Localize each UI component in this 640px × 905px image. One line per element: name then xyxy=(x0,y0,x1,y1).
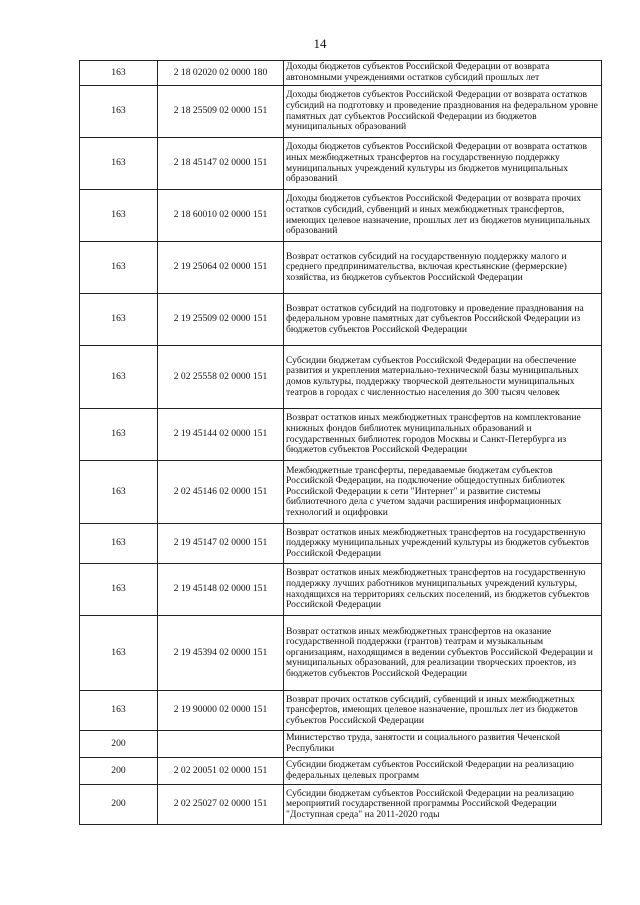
page-number: 14 xyxy=(313,36,327,51)
table-row xyxy=(80,138,602,190)
budget-code-cell: 2 19 45144 02 0000 151 xyxy=(158,409,284,461)
table-row xyxy=(80,461,602,524)
budget-code-cell: 2 18 02020 02 0000 180 xyxy=(158,61,284,86)
table-row xyxy=(80,61,602,86)
description-cell: Возврат остатков иных межбюджетных трансфертов на комплектование книжных фондов библиотек муниципальных образований и государственных библиотек городов Москвы и Санкт-Петербурга из бюджетов субъектов Российской Федерации xyxy=(284,409,602,461)
admin-code-cell: 163 xyxy=(80,409,158,461)
table-row xyxy=(80,691,602,731)
table-row xyxy=(80,785,602,825)
admin-code-cell: 200 xyxy=(80,731,158,758)
description-cell: Доходы бюджетов субъектов Российской Федерации от возврата остатков субсидий на подготовку и проведение празднования на федеральном уровне памятных дат субъектов Российской Федерации из бюджетов муниципальных образований xyxy=(284,86,602,138)
table-row xyxy=(80,86,602,138)
table-row xyxy=(80,758,602,785)
table-row xyxy=(80,564,602,616)
description-cell: Возврат остатков субсидий на подготовку и проведение празднования на федеральном уровне памятных дат субъектов Российской Федерации из бюджетов субъектов Российской Федерации xyxy=(284,294,602,346)
description-cell: Субсидии бюджетам субъектов Российской Федерации на реализацию федеральных целевых программ xyxy=(284,758,602,785)
revenue-codes-table xyxy=(79,60,602,825)
admin-code-cell: 163 xyxy=(80,86,158,138)
budget-code-cell: 2 02 20051 02 0000 151 xyxy=(158,758,284,785)
admin-code-cell: 163 xyxy=(80,138,158,190)
budget-code-cell: 2 19 45147 02 0000 151 xyxy=(158,524,284,564)
description-cell: Доходы бюджетов субъектов Российской Федерации от возврата автономными учреждениями остатков субсидий прошлых лет xyxy=(284,61,602,86)
description-cell: Возврат остатков иных межбюджетных трансфертов на государственную поддержку муниципальных учреждений культуры из бюджетов субъектов Российской Федерации xyxy=(284,524,602,564)
description-cell: Доходы бюджетов субъектов Российской Федерации от возврата прочих остатков субсидий, субвенций и иных межбюджетных трансфертов, имеющих целевое назначение, прошлых лет из бюджетов муниципальных образований xyxy=(284,190,602,242)
budget-code-cell: 2 19 25509 02 0000 151 xyxy=(158,294,284,346)
admin-code-cell: 163 xyxy=(80,61,158,86)
budget-code-cell: 2 19 45148 02 0000 151 xyxy=(158,564,284,616)
table-row xyxy=(80,616,602,691)
budget-code-cell: 2 02 45146 02 0000 151 xyxy=(158,461,284,524)
budget-code-cell: 2 02 25027 02 0000 151 xyxy=(158,785,284,825)
budget-code-cell: 2 19 90000 02 0000 151 xyxy=(158,691,284,731)
admin-code-cell: 163 xyxy=(80,190,158,242)
admin-code-cell: 163 xyxy=(80,616,158,691)
table-row xyxy=(80,190,602,242)
description-cell: Возврат прочих остатков субсидий, субвенций и иных межбюджетных трансфертов, имеющих целевое назначение, прошлых лет из бюджетов субъектов Российской Федерации xyxy=(284,691,602,731)
admin-code-cell: 163 xyxy=(80,524,158,564)
description-cell: Возврат остатков иных межбюджетных трансфертов на оказание государственной поддержки (грантов) театрам и музыкальным организациям, находящимся в ведении субъектов Российской Федерации и муниципальных образований, для реализации творческих проектов, из бюджетов субъектов Российской Федерации xyxy=(284,616,602,691)
budget-code-cell: 2 18 25509 02 0000 151 xyxy=(158,86,284,138)
admin-code-cell: 200 xyxy=(80,758,158,785)
table-row xyxy=(80,731,602,758)
table-row xyxy=(80,409,602,461)
table-row xyxy=(80,242,602,294)
description-cell: Доходы бюджетов субъектов Российской Федерации от возврата остатков иных межбюджетных трансфертов на государственную поддержку муниципальных учреждений культуры из бюджетов муниципальных образований xyxy=(284,138,602,190)
description-cell: Субсидии бюджетам субъектов Российской Федерации на реализацию мероприятий государственной программы Российской Федерации "Доступная среда" на 2011-2020 годы xyxy=(284,785,602,825)
table-row xyxy=(80,524,602,564)
description-cell: Министерство труда, занятости и социального развития Чеченской Республики xyxy=(284,731,602,758)
admin-code-cell: 163 xyxy=(80,564,158,616)
admin-code-cell: 163 xyxy=(80,294,158,346)
table-row xyxy=(80,294,602,346)
budget-code-cell: 2 19 45394 02 0000 151 xyxy=(158,616,284,691)
budget-code-cell xyxy=(158,731,284,758)
admin-code-cell: 200 xyxy=(80,785,158,825)
admin-code-cell: 163 xyxy=(80,346,158,409)
budget-code-cell: 2 02 25558 02 0000 151 xyxy=(158,346,284,409)
admin-code-cell: 163 xyxy=(80,691,158,731)
budget-code-cell: 2 18 45147 02 0000 151 xyxy=(158,138,284,190)
description-cell: Субсидии бюджетам субъектов Российской Федерации на обеспечение развития и укрепления материально-технической базы муниципальных домов культуры, поддержку творческой деятельности муниципальных театров в городах с численностью населения до 300 тысяч человек xyxy=(284,346,602,409)
admin-code-cell: 163 xyxy=(80,461,158,524)
budget-code-cell: 2 18 60010 02 0000 151 xyxy=(158,190,284,242)
description-cell: Межбюджетные трансферты, передаваемые бюджетам субъектов Российской Федерации, на подключение общедоступных библиотек Российской Федерации к сети "Интернет" и развитие системы библиотечного дела с учетом задачи расширения информационных технологий и оцифровки xyxy=(284,461,602,524)
description-cell: Возврат остатков иных межбюджетных трансфертов на государственную поддержку лучших работников муниципальных учреждений культуры, находящихся на территориях сельских поселений, из бюджетов субъектов Российской Федерации xyxy=(284,564,602,616)
budget-code-cell: 2 19 25064 02 0000 151 xyxy=(158,242,284,294)
table-row xyxy=(80,346,602,409)
description-cell: Возврат остатков субсидий на государственную поддержку малого и среднего предпринимательства, включая крестьянские (фермерские) хозяйства, из бюджетов субъектов Российской Федерации xyxy=(284,242,602,294)
admin-code-cell: 163 xyxy=(80,242,158,294)
